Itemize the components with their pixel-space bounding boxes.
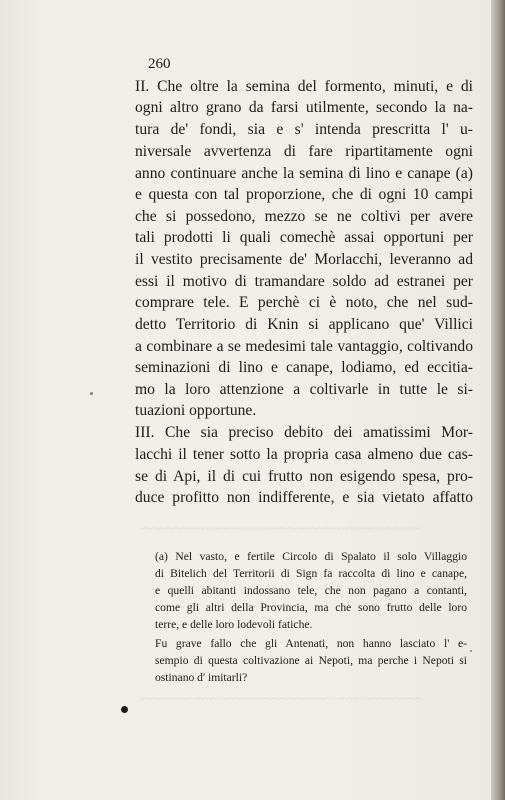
body-line: anno continuare anche la semina di lino e canape (a) — [135, 165, 473, 182]
body-line: il vestito precisamente de' Morlacchi, leveranno ad — [135, 251, 473, 268]
body-line: e questa con tal proporzione, che di ogni 10 campi — [135, 186, 473, 203]
body-line: essi il motivo di tramandare soldo ad estranei per — [135, 273, 473, 290]
page-number: 260 — [148, 56, 171, 72]
body-line: se di Api, il di cui frutto non esigendo spesa, pro- — [135, 468, 473, 485]
body-line: mo la loro attenzione a coltivarle in tutte le si- — [135, 381, 473, 398]
footnote-line: sempio di questa coltivazione ai Nepoti, ma perche i Nepoti si — [155, 654, 467, 667]
ink-speck — [470, 650, 472, 652]
body-line: lacchi il tener sotto la propria casa almeno due cas- — [135, 446, 473, 463]
body-line: niversale avvertenza di fare ripartitamente ogni — [135, 143, 473, 160]
footnote-line: come gli altri della Provincia, ma che sono frutto delle loro — [155, 601, 467, 614]
body-line: duce profitto non indifferente, e sia vietato affatto — [135, 489, 473, 506]
footnote-line: (a) Nel vasto, e fertile Circolo di Spalato il solo Villaggio — [155, 550, 467, 563]
show-through-text: ~~~~~~~~~~~~~~~~~~~~~~~~~~~~~~~~~~~~~ — [140, 522, 421, 537]
body-line: detto Territorio di Knin si applicano que' Villici — [135, 316, 473, 333]
body-line: a combinare a se medesimi tale vantaggio, coltivando — [135, 338, 473, 355]
ink-speck — [90, 392, 93, 395]
footnote-line: ostinano d' imitarli? — [155, 671, 248, 684]
body-line: che si possedono, mezzo se ne coltivi per avere — [135, 208, 473, 225]
footnote-line: di Bitelich del Territorii di Sign fa raccolta di lino e canape, — [155, 567, 467, 580]
body-line: comprare tele. E perchè ci è noto, che nel sud- — [135, 294, 473, 311]
body-line: tura de' fondi, sia e s' intenda prescritta l' u- — [135, 121, 473, 138]
footnote-line: Fu grave fallo che gli Antenati, non hanno lasciato l' e- — [155, 637, 467, 650]
footnote-line: terre, e delle loro lodevoli fatiche. — [155, 618, 313, 631]
body-line: tali prodotti li quali comechè assai opportuni per — [135, 229, 473, 246]
body-line: ogni altro grano da farsi utilmente, secondo la na- — [135, 99, 473, 116]
body-line: II. Che oltre la semina del formento, minuti, e di — [135, 78, 473, 95]
book-spine-shadow — [491, 0, 505, 800]
body-line: tuazioni opportune. — [135, 402, 257, 419]
ink-dot — [121, 706, 128, 713]
body-line: III. Che sia preciso debito dei amatissimi Mor- — [135, 424, 473, 441]
footnote-line: e quelli abitanti indossano tele, che non pagano a contanti, — [155, 584, 467, 597]
show-through-text: ~~~~~~~~~~~~~~~~~~~~~~~~~~~~~~~~~~~~~ — [140, 692, 421, 707]
body-line: seminazioni di lino e canape, lodiamo, ed eccitia- — [135, 359, 473, 376]
